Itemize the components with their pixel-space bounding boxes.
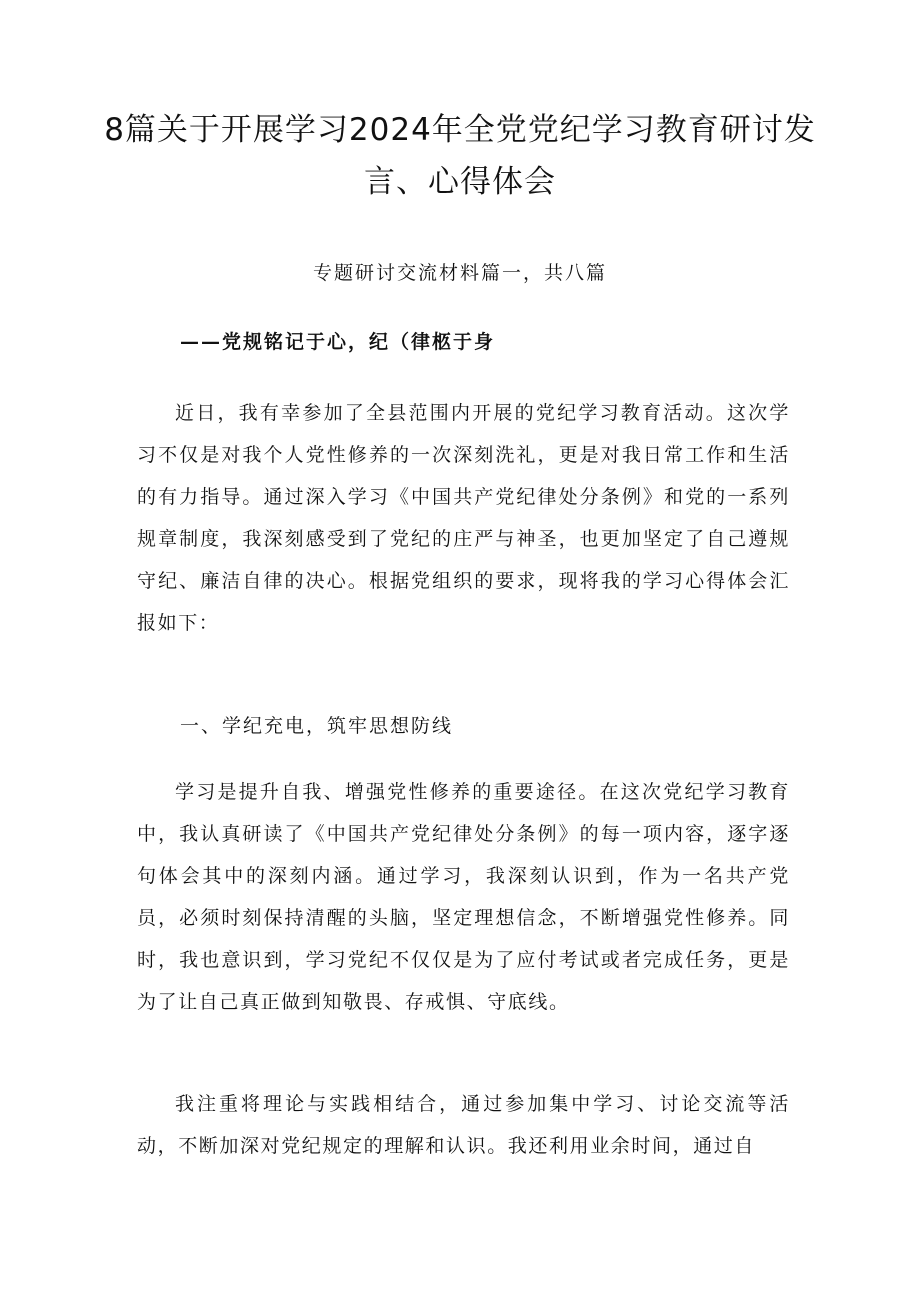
paragraph-study: 学习是提升自我、增强党性修养的重要途径。在这次党纪学习教育中，我认真研读了《中国共产党纪律处分条例》的每一项内容，逐字逐句体会其中的深刻内涵。通过学习，我深刻认识到，作为一名共产党员，必须时刻保持清醒的头脑，坚定理想信念，不断增强党性修养。同时，我也意识到，学习党纪不仅仅是为了应付考试或者完成任务，更是为了让自己真正做到知敬畏、存戒惧、守底线。 xyxy=(137,781,790,1013)
paragraph-intro: 近日，我有幸参加了全县范围内开展的党纪学习教育活动。这次学习不仅是对我个人党性修养的一次深刻洗礼，更是对我日常工作和生活的有力指导。通过深入学习《中国共产党纪律处分条例》和党的一系列规章制度，我深刻感受到了党纪的庄严与神圣，也更加坚定了自己遵规守纪、廉洁自律的决心。根据党组织的要求，现将我的学习心得体会汇报如下： xyxy=(137,402,790,634)
document-subtitle: 专题研讨交流材料篇一，共八篇 xyxy=(312,262,607,284)
document-motto: ——党规铭记于心，纪（律柩于身 xyxy=(180,331,496,353)
document-title: 8篇关于开展学习2024年全党党纪学习教育研讨发言、心得体会 xyxy=(104,112,816,200)
paragraph-practice: 我注重将理论与实践相结合，通过参加集中学习、讨论交流等活动，不断加深对党纪规定的理解和认识。我还利用业余时间，通过自 xyxy=(137,1093,790,1157)
section-heading: 一、学纪充电，筑牢思想防线 xyxy=(180,715,454,737)
